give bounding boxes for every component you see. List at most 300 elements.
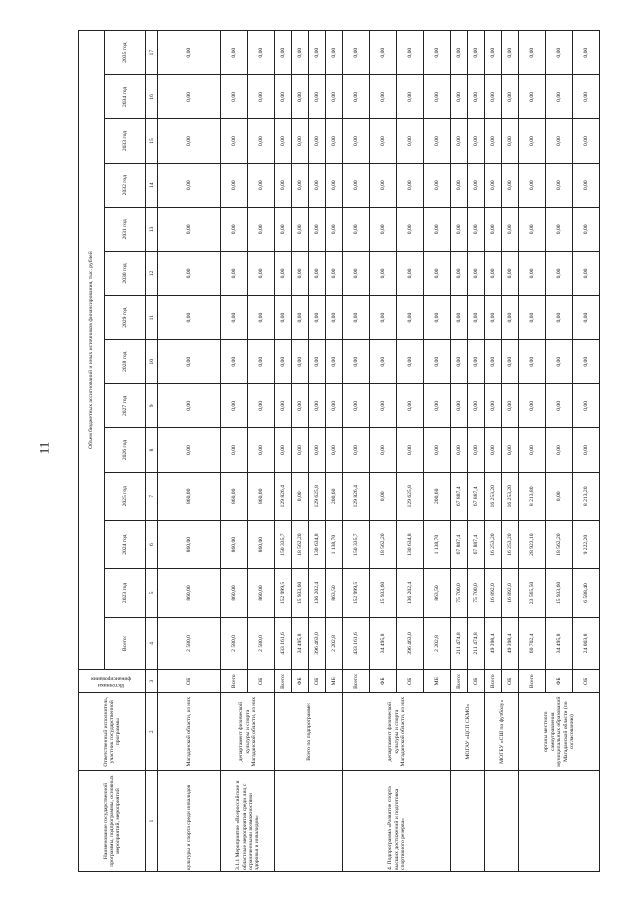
table-row bbox=[343, 31, 370, 872]
total-cell: 2 580,0 bbox=[221, 617, 248, 670]
total-cell: 2 202,8 bbox=[326, 617, 343, 670]
year-value-cell: 0,00 bbox=[424, 163, 451, 207]
year-value-cell: 0,00 bbox=[468, 296, 485, 340]
year-value-cell: 0,00 bbox=[343, 296, 370, 340]
year-value-cell: 0,00 bbox=[370, 75, 397, 119]
total-cell: 34 495,8 bbox=[370, 617, 397, 670]
table-row bbox=[485, 31, 502, 872]
year-value-cell: 0,00 bbox=[502, 75, 519, 119]
year-value-cell: 0,00 bbox=[519, 119, 546, 163]
year-value-cell: 0,00 bbox=[292, 340, 309, 384]
year-value-cell: 0,00 bbox=[485, 340, 502, 384]
source-cell: Всего bbox=[485, 670, 502, 693]
source-cell: ФБ bbox=[370, 670, 397, 693]
year-value-cell: 0,00 bbox=[451, 119, 468, 163]
year-value-cell: 0,00 bbox=[158, 340, 221, 384]
year-value-cell: 0,00 bbox=[397, 251, 424, 295]
year-value-cell: 152 999,5 bbox=[275, 569, 292, 617]
year-value-cell: 0,00 bbox=[451, 428, 468, 472]
year-value-cell: 0,00 bbox=[546, 31, 573, 75]
year-value-cell: 0,00 bbox=[397, 207, 424, 251]
year-value-cell: 0,00 bbox=[424, 119, 451, 163]
year-value-cell: 0,00 bbox=[343, 207, 370, 251]
header-year: 2025 год bbox=[104, 472, 146, 520]
year-value-cell: 0,00 bbox=[451, 296, 468, 340]
year-value-cell: 0,00 bbox=[221, 119, 248, 163]
year-value-cell: 0,00 bbox=[221, 163, 248, 207]
year-value-cell: 0,00 bbox=[485, 163, 502, 207]
year-value-cell: 0,00 bbox=[468, 119, 485, 163]
source-cell: ОБ bbox=[468, 670, 485, 693]
year-value-cell: 0,00 bbox=[424, 340, 451, 384]
year-value-cell: 67 887,4 bbox=[451, 520, 468, 568]
source-cell: МБ bbox=[424, 670, 451, 693]
year-value-cell: 0,00 bbox=[292, 163, 309, 207]
year-value-cell: 0,00 bbox=[546, 119, 573, 163]
year-value-cell: 0,00 bbox=[158, 384, 221, 428]
year-value-cell: 0,00 bbox=[485, 251, 502, 295]
year-value-cell: 0,00 bbox=[370, 251, 397, 295]
program-name-cell: культуры и спорта среди инвалидов bbox=[158, 771, 221, 872]
year-value-cell: 0,00 bbox=[397, 296, 424, 340]
year-value-cell: 0,00 bbox=[221, 296, 248, 340]
year-value-cell: 0,00 bbox=[326, 31, 343, 75]
year-value-cell: 136 202,4 bbox=[397, 569, 424, 617]
total-cell: 49 398,4 bbox=[502, 617, 519, 670]
total-cell: 24 003,8 bbox=[573, 617, 600, 670]
source-cell: МБ bbox=[326, 670, 343, 693]
year-value-cell: 0,00 bbox=[248, 75, 275, 119]
year-value-cell: 0,00 bbox=[221, 428, 248, 472]
rotated-sheet bbox=[78, 30, 606, 872]
year-value-cell: 0,00 bbox=[343, 428, 370, 472]
year-value-cell: 0,00 bbox=[343, 163, 370, 207]
header-year: 2026 год bbox=[104, 428, 146, 472]
year-value-cell: 0,00 bbox=[573, 31, 600, 75]
column-number: 16 bbox=[146, 75, 158, 119]
year-value-cell: 0,00 bbox=[326, 340, 343, 384]
year-value-cell: 0,00 bbox=[546, 251, 573, 295]
year-value-cell: 0,00 bbox=[370, 384, 397, 428]
year-value-cell: 0,00 bbox=[326, 75, 343, 119]
year-value-cell: 0,00 bbox=[221, 251, 248, 295]
year-value-cell: 0,00 bbox=[451, 163, 468, 207]
year-value-cell: 0,00 bbox=[275, 75, 292, 119]
year-value-cell: 0,00 bbox=[502, 119, 519, 163]
source-cell: ОБ bbox=[573, 670, 600, 693]
year-value-cell: 0,00 bbox=[546, 428, 573, 472]
year-value-cell: 0,00 bbox=[343, 340, 370, 384]
year-value-cell: 860,00 bbox=[158, 472, 221, 520]
year-value-cell: 129 625,8 bbox=[309, 472, 326, 520]
column-number: 15 bbox=[146, 119, 158, 163]
year-value-cell: 0,00 bbox=[370, 472, 397, 520]
executor-cell: МОГАУ «ЦСП СКМО» bbox=[451, 693, 485, 771]
year-value-cell: 8 213,80 bbox=[519, 472, 546, 520]
year-value-cell: 0,00 bbox=[519, 340, 546, 384]
year-value-cell: 1 138,70 bbox=[326, 520, 343, 568]
year-value-cell: 863,50 bbox=[326, 569, 343, 617]
year-value-cell: 0,00 bbox=[370, 296, 397, 340]
year-value-cell: 0,00 bbox=[275, 428, 292, 472]
total-cell: 2 202,8 bbox=[424, 617, 451, 670]
total-cell: 34 495,8 bbox=[546, 617, 573, 670]
year-value-cell: 0,00 bbox=[502, 251, 519, 295]
year-value-cell: 9 222,20 bbox=[573, 520, 600, 568]
year-value-cell: 0,00 bbox=[158, 428, 221, 472]
year-value-cell: 0,00 bbox=[292, 428, 309, 472]
year-value-cell: 0,00 bbox=[309, 119, 326, 163]
total-cell: 433 161,6 bbox=[343, 617, 370, 670]
year-value-cell: 860,00 bbox=[158, 569, 221, 617]
year-value-cell: 0,00 bbox=[519, 207, 546, 251]
year-value-cell: 0,00 bbox=[424, 31, 451, 75]
header-group: Объем бюджетных ассигнований и иных источников финансирования, тыс. рублей bbox=[79, 31, 105, 670]
year-value-cell: 0,00 bbox=[573, 384, 600, 428]
year-value-cell: 0,00 bbox=[370, 340, 397, 384]
source-cell: ОБ bbox=[502, 670, 519, 693]
year-value-cell: 0,00 bbox=[221, 340, 248, 384]
year-value-cell: 18 562,20 bbox=[292, 520, 309, 568]
year-value-cell: 0,00 bbox=[546, 296, 573, 340]
source-cell: Всего bbox=[519, 670, 546, 693]
year-value-cell: 0,00 bbox=[292, 31, 309, 75]
header-year: 2034 год bbox=[104, 75, 146, 119]
year-value-cell: 0,00 bbox=[485, 119, 502, 163]
year-value-cell: 0,00 bbox=[248, 163, 275, 207]
year-value-cell: 0,00 bbox=[309, 384, 326, 428]
year-value-cell: 0,00 bbox=[275, 31, 292, 75]
header-executor: Ответственный исполнитель, участник государственной программы bbox=[79, 693, 146, 771]
year-value-cell: 0,00 bbox=[221, 207, 248, 251]
total-cell: 60 702,4 bbox=[519, 617, 546, 670]
column-number: 14 bbox=[146, 163, 158, 207]
year-value-cell: 0,00 bbox=[275, 384, 292, 428]
year-value-cell: 863,50 bbox=[424, 569, 451, 617]
year-value-cell: 0,00 bbox=[275, 340, 292, 384]
source-cell: Всего bbox=[221, 670, 248, 693]
year-value-cell: 28 923,10 bbox=[519, 520, 546, 568]
header-year: 2035 год bbox=[104, 31, 146, 75]
page-number: 11 bbox=[36, 441, 52, 455]
source-cell: Всего: bbox=[343, 670, 370, 693]
year-value-cell: 0,00 bbox=[275, 251, 292, 295]
year-value-cell: 860,00 bbox=[221, 472, 248, 520]
header-year: 2023 год bbox=[104, 569, 146, 617]
year-value-cell: 0,00 bbox=[309, 163, 326, 207]
executor-cell: департамент физической культуры и спорта Магаданской области, из них bbox=[343, 693, 451, 771]
year-value-cell: 0,00 bbox=[485, 207, 502, 251]
column-number: 7 bbox=[146, 472, 158, 520]
year-value-cell: 0,00 bbox=[275, 207, 292, 251]
source-cell: ОБ bbox=[397, 670, 424, 693]
year-value-cell: 0,00 bbox=[519, 163, 546, 207]
total-cell: 49 398,4 bbox=[485, 617, 502, 670]
year-value-cell: 18 562,20 bbox=[546, 520, 573, 568]
year-value-cell: 0,00 bbox=[248, 384, 275, 428]
year-value-cell: 0,00 bbox=[309, 31, 326, 75]
year-value-cell: 0,00 bbox=[546, 384, 573, 428]
year-value-cell: 0,00 bbox=[424, 207, 451, 251]
year-value-cell: 129 625,8 bbox=[397, 472, 424, 520]
table-row bbox=[221, 31, 248, 872]
year-value-cell: 0,00 bbox=[370, 31, 397, 75]
year-value-cell: 0,00 bbox=[275, 163, 292, 207]
table-row bbox=[275, 31, 292, 872]
year-value-cell: 130 634,8 bbox=[309, 520, 326, 568]
year-value-cell: 0,00 bbox=[485, 428, 502, 472]
year-value-cell: 0,00 bbox=[468, 163, 485, 207]
year-value-cell: 0,00 bbox=[573, 163, 600, 207]
total-cell: 396 463,0 bbox=[397, 617, 424, 670]
year-value-cell: 0,00 bbox=[343, 384, 370, 428]
column-number: 2 bbox=[146, 693, 158, 771]
year-value-cell: 0,00 bbox=[573, 207, 600, 251]
year-value-cell: 0,00 bbox=[326, 384, 343, 428]
year-value-cell: 0,00 bbox=[451, 340, 468, 384]
header-total: Всего: bbox=[104, 617, 146, 670]
column-number: 10 bbox=[146, 340, 158, 384]
year-value-cell: 0,00 bbox=[546, 472, 573, 520]
year-value-cell: 0,00 bbox=[292, 119, 309, 163]
year-value-cell: 0,00 bbox=[292, 207, 309, 251]
year-value-cell: 15 933,60 bbox=[546, 569, 573, 617]
column-number: 3 bbox=[146, 670, 158, 693]
total-cell: 2 580,0 bbox=[248, 617, 275, 670]
program-name-cell bbox=[275, 771, 343, 872]
year-value-cell: 0,00 bbox=[343, 119, 370, 163]
year-value-cell: 0,00 bbox=[397, 384, 424, 428]
source-cell: Всего: bbox=[451, 670, 468, 693]
year-value-cell: 0,00 bbox=[158, 163, 221, 207]
year-value-cell: 0,00 bbox=[275, 296, 292, 340]
year-value-cell: 0,00 bbox=[326, 251, 343, 295]
year-value-cell: 0,00 bbox=[343, 75, 370, 119]
year-value-cell: 0,00 bbox=[292, 75, 309, 119]
year-value-cell: 0,00 bbox=[370, 428, 397, 472]
total-cell: 34 495,8 bbox=[292, 617, 309, 670]
year-value-cell: 0,00 bbox=[397, 340, 424, 384]
source-cell: ОБ bbox=[158, 670, 221, 693]
table-sheet bbox=[78, 30, 606, 872]
header-year: 2033 год bbox=[104, 119, 146, 163]
year-value-cell: 16 892,0 bbox=[485, 569, 502, 617]
year-value-cell: 860,00 bbox=[221, 569, 248, 617]
year-value-cell: 0,00 bbox=[292, 296, 309, 340]
header-year: 2029 год bbox=[104, 296, 146, 340]
executor-cell: органы местного самоуправления муниципальных образований Магаданской области (по согласованию) bbox=[519, 693, 600, 771]
header-year: 2031 год bbox=[104, 207, 146, 251]
table-row bbox=[519, 31, 546, 872]
year-value-cell: 0,00 bbox=[573, 75, 600, 119]
source-cell: ОБ bbox=[309, 670, 326, 693]
year-value-cell: 0,00 bbox=[468, 207, 485, 251]
year-value-cell: 150 335,7 bbox=[275, 520, 292, 568]
year-value-cell: 0,00 bbox=[292, 472, 309, 520]
year-value-cell: 0,00 bbox=[221, 75, 248, 119]
total-cell: 2 580,0 bbox=[158, 617, 221, 670]
year-value-cell: 0,00 bbox=[451, 31, 468, 75]
header-year: 2028 год bbox=[104, 340, 146, 384]
year-value-cell: 0,00 bbox=[519, 75, 546, 119]
year-value-cell: 0,00 bbox=[519, 428, 546, 472]
year-value-cell: 75 700,0 bbox=[468, 569, 485, 617]
year-value-cell: 0,00 bbox=[546, 207, 573, 251]
year-value-cell: 0,00 bbox=[248, 296, 275, 340]
year-value-cell: 0,00 bbox=[468, 31, 485, 75]
year-value-cell: 0,00 bbox=[468, 340, 485, 384]
column-number: 13 bbox=[146, 207, 158, 251]
year-value-cell: 0,00 bbox=[158, 75, 221, 119]
year-value-cell: 0,00 bbox=[158, 31, 221, 75]
source-cell: ФБ bbox=[546, 670, 573, 693]
year-value-cell: 200,60 bbox=[424, 472, 451, 520]
year-value-cell: 0,00 bbox=[326, 163, 343, 207]
financing-table bbox=[78, 30, 600, 872]
year-value-cell: 15 933,60 bbox=[292, 569, 309, 617]
year-value-cell: 0,00 bbox=[292, 384, 309, 428]
year-value-cell: 0,00 bbox=[158, 207, 221, 251]
year-value-cell: 0,00 bbox=[573, 340, 600, 384]
year-value-cell: 860,00 bbox=[158, 520, 221, 568]
year-value-cell: 0,00 bbox=[292, 251, 309, 295]
year-value-cell: 0,00 bbox=[370, 119, 397, 163]
year-value-cell: 0,00 bbox=[248, 207, 275, 251]
year-value-cell: 0,00 bbox=[424, 428, 451, 472]
year-value-cell: 0,00 bbox=[502, 31, 519, 75]
year-value-cell: 16 253,20 bbox=[502, 520, 519, 568]
program-name-cell bbox=[519, 771, 600, 872]
year-value-cell: 0,00 bbox=[519, 384, 546, 428]
year-value-cell: 1 138,70 bbox=[424, 520, 451, 568]
column-number: 5 bbox=[146, 569, 158, 617]
year-value-cell: 0,00 bbox=[424, 384, 451, 428]
year-value-cell: 0,00 bbox=[424, 296, 451, 340]
source-cell: Всего: bbox=[275, 670, 292, 693]
executor-cell: Магаданской области, из них bbox=[158, 693, 221, 771]
year-value-cell: 200,60 bbox=[326, 472, 343, 520]
year-value-cell: 0,00 bbox=[546, 163, 573, 207]
program-name-cell bbox=[451, 771, 485, 872]
year-value-cell: 0,00 bbox=[309, 428, 326, 472]
year-value-cell: 0,00 bbox=[573, 428, 600, 472]
year-value-cell: 0,00 bbox=[573, 251, 600, 295]
year-value-cell: 15 933,60 bbox=[370, 569, 397, 617]
year-value-cell: 0,00 bbox=[573, 119, 600, 163]
year-value-cell: 0,00 bbox=[424, 75, 451, 119]
column-number: 8 bbox=[146, 428, 158, 472]
column-number: 17 bbox=[146, 31, 158, 75]
source-cell: ОБ bbox=[248, 670, 275, 693]
year-value-cell: 0,00 bbox=[502, 296, 519, 340]
year-value-cell: 0,00 bbox=[546, 340, 573, 384]
year-value-cell: 0,00 bbox=[248, 31, 275, 75]
year-value-cell: 67 887,4 bbox=[468, 520, 485, 568]
year-value-cell: 0,00 bbox=[370, 163, 397, 207]
year-value-cell: 6 588,40 bbox=[573, 569, 600, 617]
year-value-cell: 16 253,20 bbox=[502, 472, 519, 520]
program-name-cell bbox=[485, 771, 519, 872]
year-value-cell: 129 826,4 bbox=[343, 472, 370, 520]
column-number: 11 bbox=[146, 296, 158, 340]
year-value-cell: 860,00 bbox=[248, 569, 275, 617]
year-value-cell: 67 887,4 bbox=[451, 472, 468, 520]
total-cell: 211 474,8 bbox=[451, 617, 468, 670]
year-value-cell: 0,00 bbox=[248, 251, 275, 295]
year-value-cell: 75 700,0 bbox=[451, 569, 468, 617]
year-value-cell: 0,00 bbox=[397, 119, 424, 163]
year-value-cell: 0,00 bbox=[485, 296, 502, 340]
year-value-cell: 0,00 bbox=[343, 251, 370, 295]
year-value-cell: 130 634,8 bbox=[397, 520, 424, 568]
year-value-cell: 0,00 bbox=[502, 340, 519, 384]
header-year: 2030 год bbox=[104, 251, 146, 295]
year-value-cell: 860,00 bbox=[248, 520, 275, 568]
year-value-cell: 16 253,20 bbox=[485, 520, 502, 568]
year-value-cell: 860,00 bbox=[248, 472, 275, 520]
year-value-cell: 0,00 bbox=[309, 207, 326, 251]
year-value-cell: 0,00 bbox=[485, 384, 502, 428]
year-value-cell: 150 335,7 bbox=[343, 520, 370, 568]
year-value-cell: 23 565,50 bbox=[519, 569, 546, 617]
year-value-cell: 0,00 bbox=[309, 340, 326, 384]
year-value-cell: 136 202,4 bbox=[309, 569, 326, 617]
year-value-cell: 0,00 bbox=[485, 75, 502, 119]
year-value-cell: 152 999,5 bbox=[343, 569, 370, 617]
year-value-cell: 0,00 bbox=[370, 207, 397, 251]
year-value-cell: 0,00 bbox=[248, 119, 275, 163]
table-row bbox=[451, 31, 468, 872]
year-value-cell: 0,00 bbox=[451, 384, 468, 428]
year-value-cell: 0,00 bbox=[275, 119, 292, 163]
year-value-cell: 0,00 bbox=[158, 251, 221, 295]
year-value-cell: 0,00 bbox=[221, 31, 248, 75]
year-value-cell: 0,00 bbox=[519, 251, 546, 295]
header-year: 2024 год bbox=[104, 520, 146, 568]
header-year: 2032 год bbox=[104, 163, 146, 207]
year-value-cell: 0,00 bbox=[309, 75, 326, 119]
header-year: 2027 год bbox=[104, 384, 146, 428]
year-value-cell: 860,00 bbox=[221, 520, 248, 568]
year-value-cell: 0,00 bbox=[485, 31, 502, 75]
year-value-cell: 0,00 bbox=[502, 428, 519, 472]
year-value-cell: 0,00 bbox=[451, 75, 468, 119]
column-number: 12 bbox=[146, 251, 158, 295]
year-value-cell: 0,00 bbox=[468, 75, 485, 119]
year-value-cell: 0,00 bbox=[397, 75, 424, 119]
column-number: 9 bbox=[146, 384, 158, 428]
year-value-cell: 0,00 bbox=[221, 384, 248, 428]
year-value-cell: 0,00 bbox=[248, 340, 275, 384]
year-value-cell: 16 892,0 bbox=[502, 569, 519, 617]
program-name-cell: 3.1.1 Мероприятие «Всероссийские и областные мероприятия среди лиц с ограниченными возможностями здоровья и инвалидов» bbox=[221, 771, 275, 872]
year-value-cell: 0,00 bbox=[326, 207, 343, 251]
year-value-cell: 0,00 bbox=[248, 428, 275, 472]
source-cell: ФБ bbox=[292, 670, 309, 693]
header-name: Наименование государственной программы, подпрограммы, основных мероприятий, мероприятий bbox=[79, 771, 146, 872]
year-value-cell: 0,00 bbox=[397, 163, 424, 207]
year-value-cell: 0,00 bbox=[309, 251, 326, 295]
year-value-cell: 0,00 bbox=[468, 251, 485, 295]
year-value-cell: 0,00 bbox=[309, 296, 326, 340]
column-number: 4 bbox=[146, 617, 158, 670]
column-number: 1 bbox=[146, 771, 158, 872]
total-cell: 211 474,8 bbox=[468, 617, 485, 670]
year-value-cell: 0,00 bbox=[326, 428, 343, 472]
year-value-cell: 8 213,20 bbox=[573, 472, 600, 520]
year-value-cell: 0,00 bbox=[158, 119, 221, 163]
year-value-cell: 18 562,20 bbox=[370, 520, 397, 568]
